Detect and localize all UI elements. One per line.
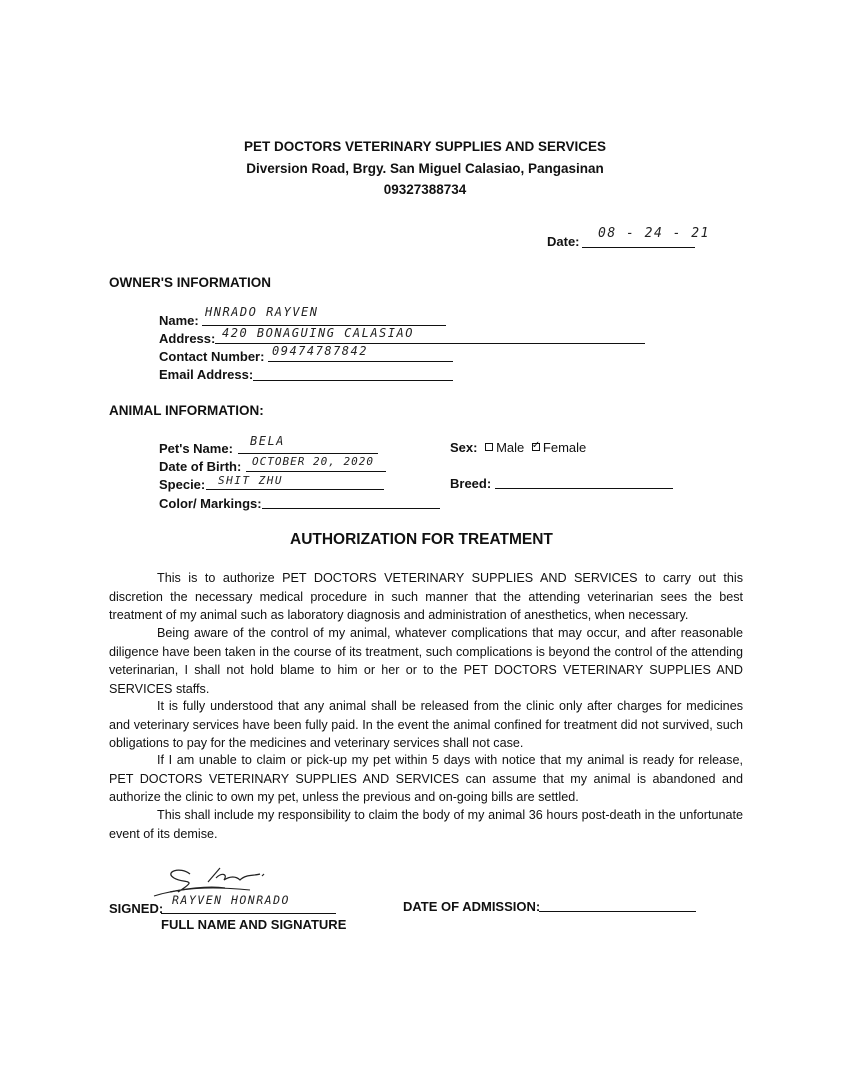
female-checkbox[interactable] [531,440,541,451]
company-name: PET DOCTORS VETERINARY SUPPLIES AND SERVICES [243,139,607,154]
signed-name-value: RAYVEN HONRADO [172,893,290,907]
sex-label: Sex: [450,440,478,455]
owner-contact-label: Contact Number: [159,349,265,364]
company-address: Diversion Road, Brgy. San Miguel Calasiao, Pangasinan [246,161,604,176]
authorization-title: AUTHORIZATION FOR TREATMENT [290,531,553,548]
owner-address-value: 420 BONAGUING CALASIAO [222,326,414,340]
owner-section-title: OWNER'S INFORMATION [109,275,271,290]
female-check-mark-icon: ✓ [531,440,541,451]
authorization-paragraph-5: This shall include my responsibility to claim the body of my animal 36 hours post-death in the unfortunate event of its demise. [109,808,743,841]
specie-label: Specie: [159,477,206,492]
owner-name-label: Name: [159,313,199,328]
pet-name-label: Pet's Name: [159,441,233,456]
owner-email-line [253,380,453,381]
authorization-paragraph-2: Being aware of the control of my animal, whatever complications that may occur, and after reasonable diligence have been taken in the course of its treatment, such complications is beyond the control of the attending veterinarian, I shall not hold blame to him or her or to the PET DOCTORS VETERINARY SUPPLIES AND SERVICES staffs. [109,626,743,696]
signed-line [161,913,336,914]
breed-line [495,488,673,489]
owner-contact-line [268,361,453,362]
date-label: Date: [547,234,580,249]
owner-contact-value: 09474787842 [272,344,368,358]
female-option-label: Female [542,440,587,455]
admission-line [539,911,696,912]
date-line [582,247,695,248]
dob-label: Date of Birth: [159,459,242,474]
animal-section-title: ANIMAL INFORMATION: [109,403,264,418]
admission-label: DATE OF ADMISSION: [403,899,541,914]
breed-label: Breed: [450,476,492,491]
specie-value: SHIT ZHU [218,474,283,487]
color-markings-label: Color/ Markings: [159,496,262,511]
authorization-paragraph-3: It is fully understood that any animal shall be released from the clinic only after charges for medicines and veterinary services have been fully paid. In the event the animal confined for treatment did not survived, such obligations to pay for the medicines and veterinary services shall not case. [109,699,743,750]
pet-name-line [238,453,378,454]
male-checkbox[interactable] [485,443,493,451]
male-option-label: Male [496,440,525,455]
owner-name-value: HNRADO RAYVEN [205,305,319,319]
specie-line [206,489,384,490]
dob-value: OCTOBER 20, 2020 [252,455,374,468]
owner-email-label: Email Address: [159,367,254,382]
color-markings-line [262,508,440,509]
dob-line [246,471,386,472]
pet-name-value: BELA [250,434,285,448]
authorization-paragraph-4: If I am unable to claim or pick-up my pet within 5 days with notice that my animal is ready for release, PET DOCTORS VETERINARY SUPPLIES AND SERVICES can assume that my animal is abandoned and authorize the clinic to own my pet, unless the previous and on-going bills are settled. [109,753,743,804]
sex-field [450,440,586,455]
signature-caption: FULL NAME AND SIGNATURE [161,917,347,932]
date-value: 08 - 24 - 21 [598,226,710,241]
company-phone: 09327388734 [383,182,467,197]
authorization-paragraph-1: This is to authorize PET DOCTORS VETERINARY SUPPLIES AND SERVICES to carry out this discretion the necessary medical procedure in such manner that the attending veterinarian sees the best treatment of my animal such as laboratory diagnosis and administration of anesthetics, when necessary. [109,571,743,622]
owner-address-label: Address: [159,331,216,346]
signed-label: SIGNED: [109,901,164,916]
